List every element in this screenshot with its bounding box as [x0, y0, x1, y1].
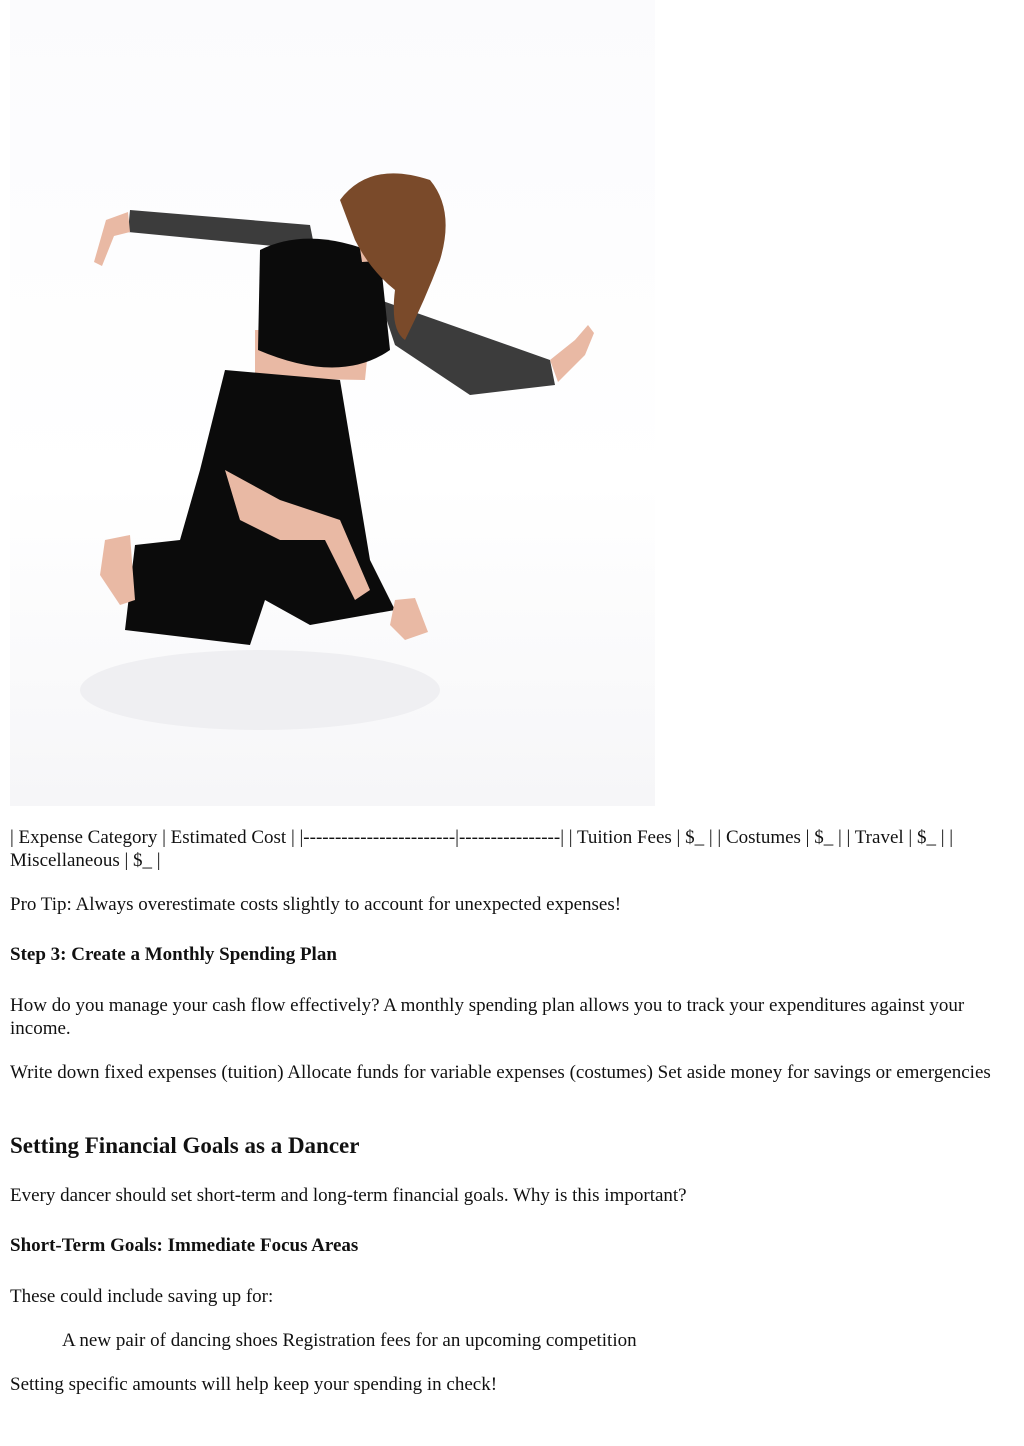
- these-paragraph: These could include saving up for:: [10, 1286, 274, 1307]
- cash-flow-paragraph: How do you manage your cash flow effectively? A monthly spending plan allows you to track your expenditures against your income.: [10, 995, 965, 1039]
- step3-heading: Step 3: Create a Monthly Spending Plan: [10, 944, 337, 965]
- setting-paragraph: Setting specific amounts will help keep your spending in check!: [10, 1374, 498, 1395]
- expense-table-text: | Expense Category | Estimated Cost | |------------------------|----------------| | Tuition Fees | $_ | | Costumes | $_ | | Travel | $_ | | Miscellaneous | $_ |: [10, 827, 954, 871]
- goals-heading: Setting Financial Goals as a Dancer: [10, 1133, 360, 1158]
- dancer-illustration: [10, 0, 655, 806]
- right-hand: [550, 325, 594, 382]
- floor-reflection: [80, 650, 440, 730]
- dancer-photo: [10, 0, 655, 806]
- pro-tip-text: Pro Tip: Always overestimate costs slightly to account for unexpected expenses!: [10, 894, 622, 915]
- list-paragraph: A new pair of dancing shoes Registration fees for an upcoming competition: [62, 1330, 637, 1351]
- left-hand: [94, 212, 130, 266]
- short-term-heading: Short-Term Goals: Immediate Focus Areas: [10, 1235, 359, 1256]
- write-down-paragraph: Write down fixed expenses (tuition) Allocate funds for variable expenses (costumes) Set aside money for savings or emergencies: [10, 1062, 991, 1083]
- right-foot: [390, 598, 428, 640]
- goals-paragraph: Every dancer should set short-term and long-term financial goals. Why is this important?: [10, 1185, 687, 1206]
- left-foot: [100, 535, 135, 605]
